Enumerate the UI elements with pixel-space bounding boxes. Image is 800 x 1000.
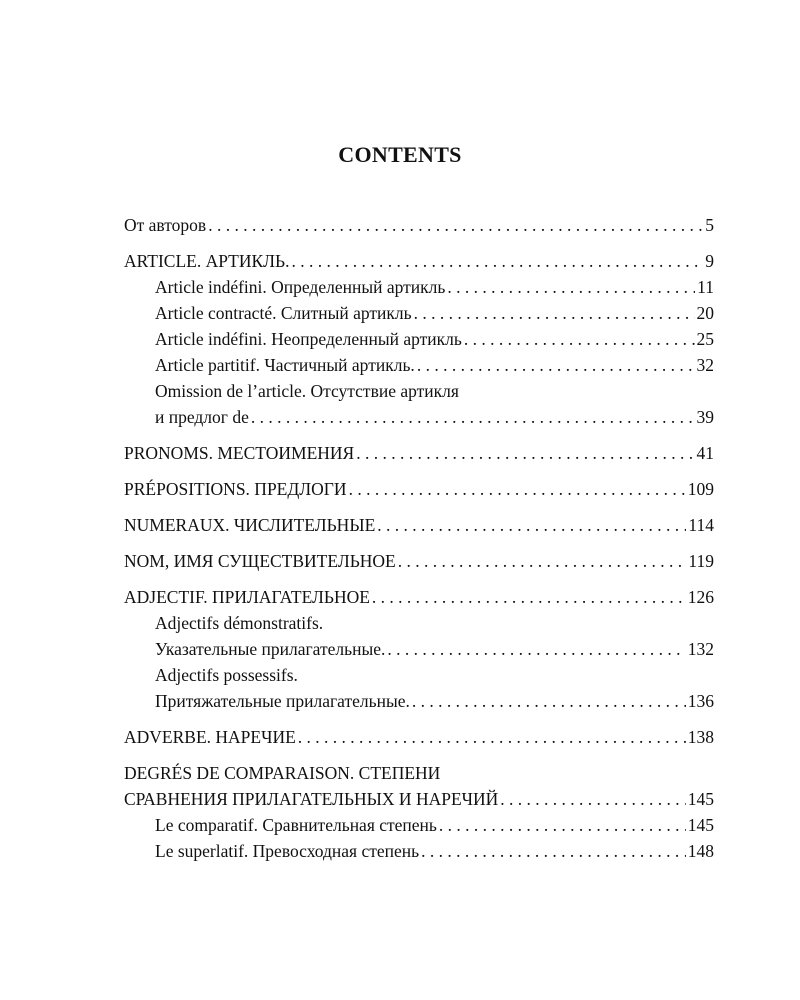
toc-section (124, 724, 714, 750)
toc-line (124, 548, 714, 574)
toc-entry-title: Article indéfini. Определенный артикль (155, 277, 446, 297)
toc-line (124, 636, 714, 662)
toc-page-number: 138 (687, 727, 714, 747)
toc-entry-title: Article contracté. Слитный артикль (155, 303, 412, 323)
dot-leader (349, 476, 686, 502)
toc-entry-title: ARTICLE. АРТИКЛЬ. (124, 251, 290, 271)
toc-line (124, 662, 714, 688)
toc-entry-title: PRONOMS. МЕСТОИМЕНИЯ (124, 443, 355, 463)
toc-page-number: 5 (705, 215, 714, 235)
toc-line (124, 838, 714, 864)
toc-line (124, 760, 714, 786)
toc-page-number: 145 (687, 815, 714, 835)
toc-entry-title: Указательные прилагательные. (155, 639, 386, 659)
toc-section (124, 584, 714, 714)
dot-leader (414, 300, 695, 326)
toc-line (124, 274, 714, 300)
toc-entry-title: Le comparatif. Сравнительная степень (155, 815, 437, 835)
toc-line (124, 352, 714, 378)
toc-page-number: 145 (687, 789, 714, 809)
dot-leader (464, 326, 695, 352)
toc-line (124, 212, 714, 238)
dot-leader (298, 724, 686, 750)
toc-entry-title: и предлог de (155, 407, 249, 427)
toc-line (124, 688, 714, 714)
dot-leader (387, 636, 685, 662)
dot-leader (421, 838, 686, 864)
toc-line (124, 476, 714, 502)
toc-entry-title: СРАВНЕНИЯ ПРИЛАГАТЕЛЬНЫХ И НАРЕЧИЙ (124, 789, 499, 809)
toc-line (124, 300, 714, 326)
toc-entry-title: Притяжательные прилагательные. (155, 691, 410, 711)
toc-page-number: 32 (696, 355, 714, 375)
dot-leader (417, 352, 695, 378)
toc-page-number: 126 (687, 587, 714, 607)
dot-leader (356, 440, 694, 466)
toc-line (124, 786, 714, 812)
toc-section (124, 760, 714, 864)
toc-line (124, 584, 714, 610)
toc-entry-title: NUMERAUX. ЧИСЛИТЕЛЬНЫЕ (124, 515, 376, 535)
toc-section (124, 512, 714, 538)
toc-section (124, 212, 714, 238)
dot-leader (500, 786, 685, 812)
toc-entry-title: Le superlatif. Превосходная степень (155, 841, 420, 861)
dot-leader (412, 688, 686, 714)
dot-leader (251, 404, 695, 430)
toc-line (124, 724, 714, 750)
toc-line (124, 812, 714, 838)
toc-entry-title: Omission de l’article. Отсутствие артикля (155, 381, 459, 401)
toc-entry-title: От авторов (124, 215, 207, 235)
toc-entry-title: Article partitif. Частичный артикль. (155, 355, 415, 375)
toc-entry-title: ADVERBE. НАРЕЧИЕ (124, 727, 296, 747)
toc-line (124, 248, 714, 274)
toc-line (124, 610, 714, 636)
toc-page-number: 109 (687, 479, 714, 499)
toc-section (124, 476, 714, 502)
dot-leader (208, 212, 703, 238)
toc-entry-title: Adjectifs possessifs. (155, 665, 298, 685)
toc-entry-title: NOM, ИМЯ СУЩЕСТВИТЕЛЬНОЕ (124, 551, 396, 571)
toc-line (124, 378, 714, 404)
toc-entry-title: Article indéfini. Неопределенный артикль (155, 329, 462, 349)
toc-section (124, 440, 714, 466)
dot-leader (372, 584, 686, 610)
toc-page-number: 39 (696, 407, 714, 427)
toc-page-number: 11 (697, 277, 714, 297)
toc-line (124, 326, 714, 352)
toc-page-number: 20 (696, 303, 714, 323)
dot-leader (447, 274, 695, 300)
toc-page-number: 114 (688, 515, 714, 535)
toc-page-number: 119 (688, 551, 714, 571)
toc-entry-title: PRÉPOSITIONS. ПРЕДЛОГИ (124, 479, 347, 499)
toc-line (124, 512, 714, 538)
toc-page-number: 148 (687, 841, 714, 861)
toc-entry-title: ADJECTIF. ПРИЛАГАТЕЛЬНОЕ (124, 587, 370, 607)
dot-leader (291, 248, 703, 274)
toc-section (124, 548, 714, 574)
toc-section (124, 248, 714, 430)
toc-page-number: 132 (687, 639, 714, 659)
toc-entry-title: Adjectifs démonstratifs. (155, 613, 324, 633)
toc-entry-title: DEGRÉS DE COMPARAISON. СТЕПЕНИ (124, 763, 441, 783)
dot-leader (377, 512, 686, 538)
toc-page-number: 136 (687, 691, 714, 711)
toc-page-number: 25 (696, 329, 714, 349)
toc-line (124, 440, 714, 466)
table-of-contents (124, 212, 714, 874)
page-title: CONTENTS (338, 142, 462, 167)
toc-line (124, 404, 714, 430)
dot-leader (439, 812, 686, 838)
dot-leader (398, 548, 687, 574)
toc-page-number: 9 (705, 251, 714, 271)
toc-page-number: 41 (696, 443, 714, 463)
